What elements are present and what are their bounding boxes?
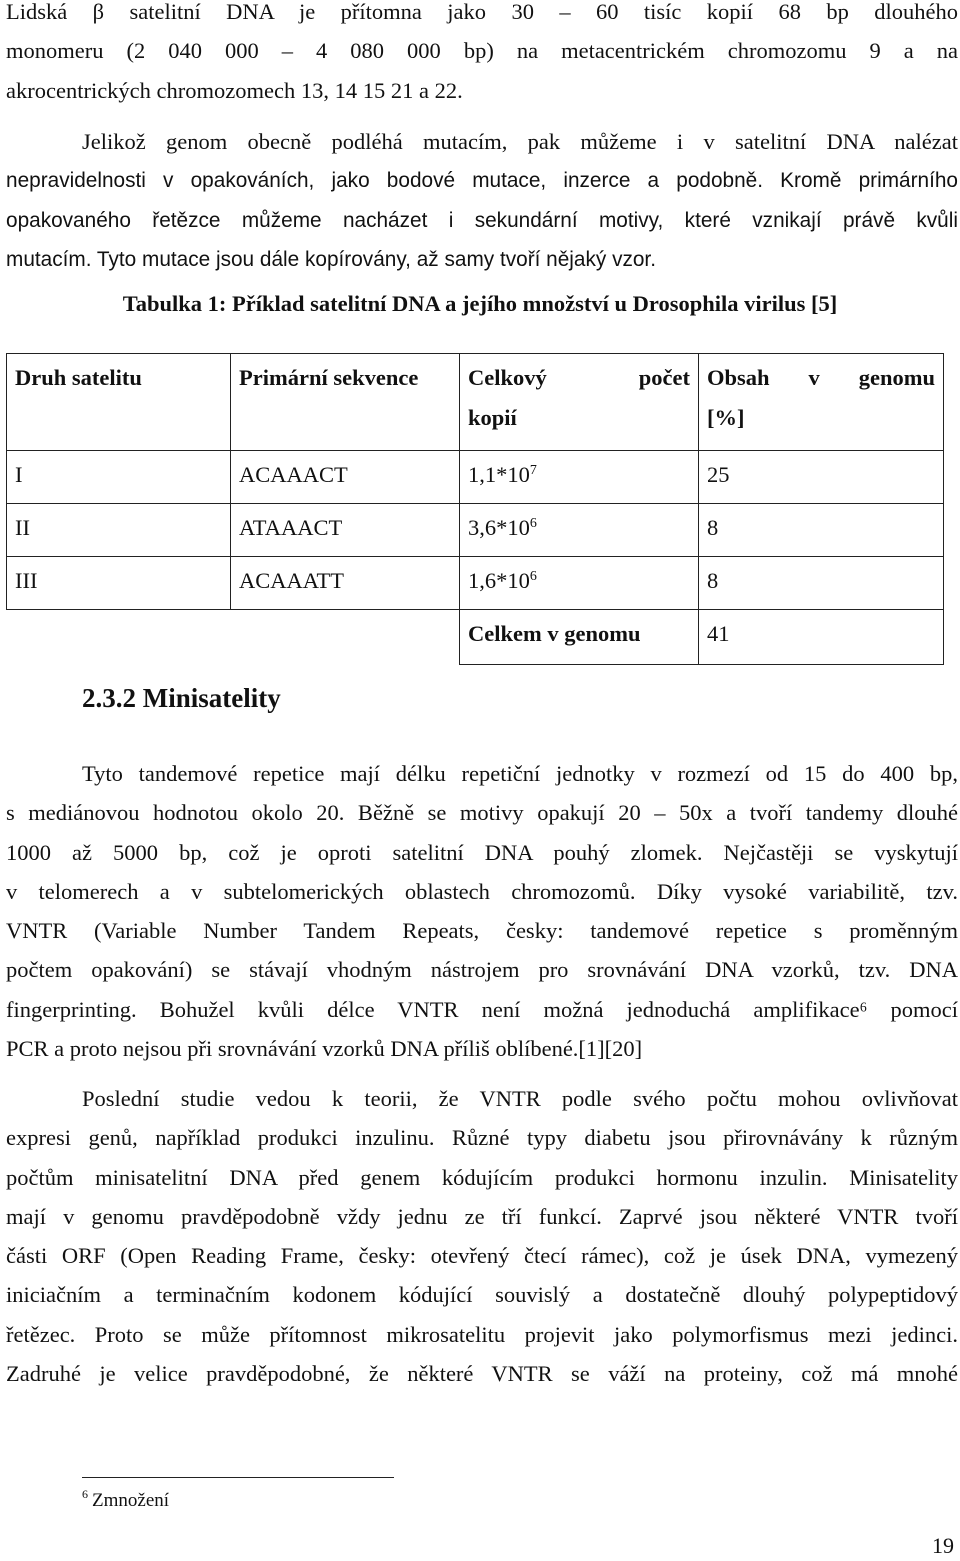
pocet-base: 3,6*10: [468, 515, 530, 540]
text-line: části ORF (Open Reading Frame, česky: otevřený čtecí rámec), což je úsek DNA, vymezený: [6, 1243, 958, 1269]
paragraph-mutations: [6, 122, 958, 279]
header-cell-obsah: [699, 354, 944, 451]
section-heading: 2.3.2 Minisatelity: [82, 683, 281, 713]
cell-sekvence: ACAAACT: [231, 451, 460, 504]
pocet-base: 1,1*10: [468, 462, 530, 487]
paragraph-vntr-studies: [6, 1079, 958, 1393]
text-line: PCR a proto nejsou při srovnávání vzorků DNA příliš oblíbené.[1][20]: [6, 1036, 643, 1062]
text-line: opakovaného řetězce můžeme nacházet i sekundární motivy, které vznikají právě kvůli: [6, 208, 958, 232]
text-line: Poslední studie vedou k teorii, že VNTR podle svého počtu mohou ovlivňovat: [82, 1086, 958, 1111]
pocet-exponent: 6: [529, 516, 537, 531]
text-line: řetězec. Proto se může přítomnost mikrosatelitu projevit jako polymorfismus mezi jedinci.: [6, 1321, 958, 1347]
text-line: VNTR (Variable Number Tandem Repeats, česky: tandemové repetice s proměnným: [6, 918, 958, 944]
footnote-separator: [82, 1477, 394, 1478]
pocet-exponent: 7: [529, 463, 537, 478]
cell-obsah: 8: [699, 557, 944, 610]
text-line: mají v genomu pravděpodobně vždy jednu ze tří funkcí. Zaprvé jsou některé VNTR tvoří: [6, 1203, 958, 1229]
header-cell-sekvence: Primární sekvence: [231, 354, 460, 451]
paragraph-beta-satellite: [6, 0, 958, 110]
table-caption: Tabulka 1: Příklad satelitní DNA a jejího množství u Drosophila virilus [5]: [122, 291, 838, 316]
text-line: mutacím. Tyto mutace jsou dále kopírovány, až samy tvoří nějaký vzor.: [6, 247, 656, 271]
text-line: iniciačním a terminačním kodonem kódující souvislý a dostatečně dlouhý polypeptidový: [6, 1282, 958, 1308]
cell-sekvence: ACAAATT: [231, 557, 460, 610]
text-line: fingerprinting. Bohužel kvůli délce VNTR není možná jednoduchá amplifikace⁶ pomocí: [6, 996, 958, 1022]
satellite-dna-table: [6, 353, 944, 665]
paragraph-minisatellites: [6, 754, 958, 1068]
text-line: akrocentrických chromozomech 13, 14 15 21 a 22.: [6, 77, 463, 103]
text-line: počtem opakování) se stávají vhodným nástrojem pro srovnávání DNA vzorků, tzv. DNA: [6, 957, 958, 983]
header-text: kopií: [468, 405, 517, 430]
empty-cell: [231, 610, 460, 665]
header-text: Celkový: [468, 365, 547, 390]
empty-cell: [7, 610, 231, 665]
pocet-base: 1,6*10: [468, 568, 530, 593]
text-line: nepravidelnosti v opakováních, jako bodové mutace, inzerce a podobně. Kromě primárního: [6, 169, 958, 193]
cell-druh: I: [7, 451, 231, 504]
header-text: v: [808, 365, 820, 390]
text-line: v telomerech a v subtelomerických oblastech chromozomů. Díky vysoké variabilitě, tzv.: [6, 878, 958, 904]
text-line: 1000 až 5000 bp, což je oproti satelitní DNA pouhý zlomek. Nejčastěji se vyskytují: [6, 839, 958, 865]
pocet-exponent: 6: [529, 569, 537, 584]
cell-pocet: [460, 451, 699, 504]
table-row: [7, 504, 944, 557]
text-line: Jelikož genom obecně podléhá mutacím, pak můžeme i v satelitní DNA nalézat: [82, 129, 958, 154]
page-number: 19: [932, 1533, 954, 1558]
footnote: [82, 1487, 170, 1512]
header-cell-druh: Druh satelitu: [7, 354, 231, 451]
text-line: Lidská β satelitní DNA je přítomna jako 30 – 60 tisíc kopií 68 bp dlouhého: [6, 0, 958, 24]
footnote-number: 6: [82, 1487, 88, 1501]
table-row: [7, 557, 944, 610]
cell-sekvence: ATAAACT: [231, 504, 460, 557]
text-line: s mediánovou hodnotou okolo 20. Běžně se motivy opakují 20 – 50x a tvoří tandemy dlouhé: [6, 800, 958, 826]
footnote-text: Zmnožení: [92, 1490, 170, 1511]
cell-pocet: [460, 557, 699, 610]
table-total-row: [7, 610, 944, 665]
total-value-cell: 41: [699, 610, 944, 665]
cell-obsah: 25: [699, 451, 944, 504]
total-label-cell: Celkem v genomu: [460, 610, 699, 665]
text-line: počtům minisatelitní DNA před genem kódujícím produkci hormonu inzulin. Minisatelity: [6, 1164, 958, 1190]
cell-druh: III: [7, 557, 231, 610]
header-text: [%]: [707, 405, 745, 430]
table-row: [7, 451, 944, 504]
header-text: Obsah: [707, 365, 770, 390]
header-cell-pocet: [460, 354, 699, 451]
cell-pocet: [460, 504, 699, 557]
header-text: počet: [638, 365, 690, 390]
cell-druh: II: [7, 504, 231, 557]
text-line: Tyto tandemové repetice mají délku repetiční jednotky v rozmezí od 15 do 400 bp,: [82, 761, 958, 786]
text-line: Zadruhé je velice pravděpodobné, že některé VNTR se váží na proteiny, což má mnohé: [6, 1361, 958, 1387]
cell-obsah: 8: [699, 504, 944, 557]
text-line: expresi genů, například produkci inzulinu. Různé typy diabetu jsou přirovnávány k různým: [6, 1125, 958, 1151]
text-line: monomeru (2 040 000 – 4 080 000 bp) na metacentrickém chromozomu 9 a na: [6, 38, 958, 64]
header-text: genomu: [858, 365, 935, 390]
table-header-row: [7, 354, 944, 451]
